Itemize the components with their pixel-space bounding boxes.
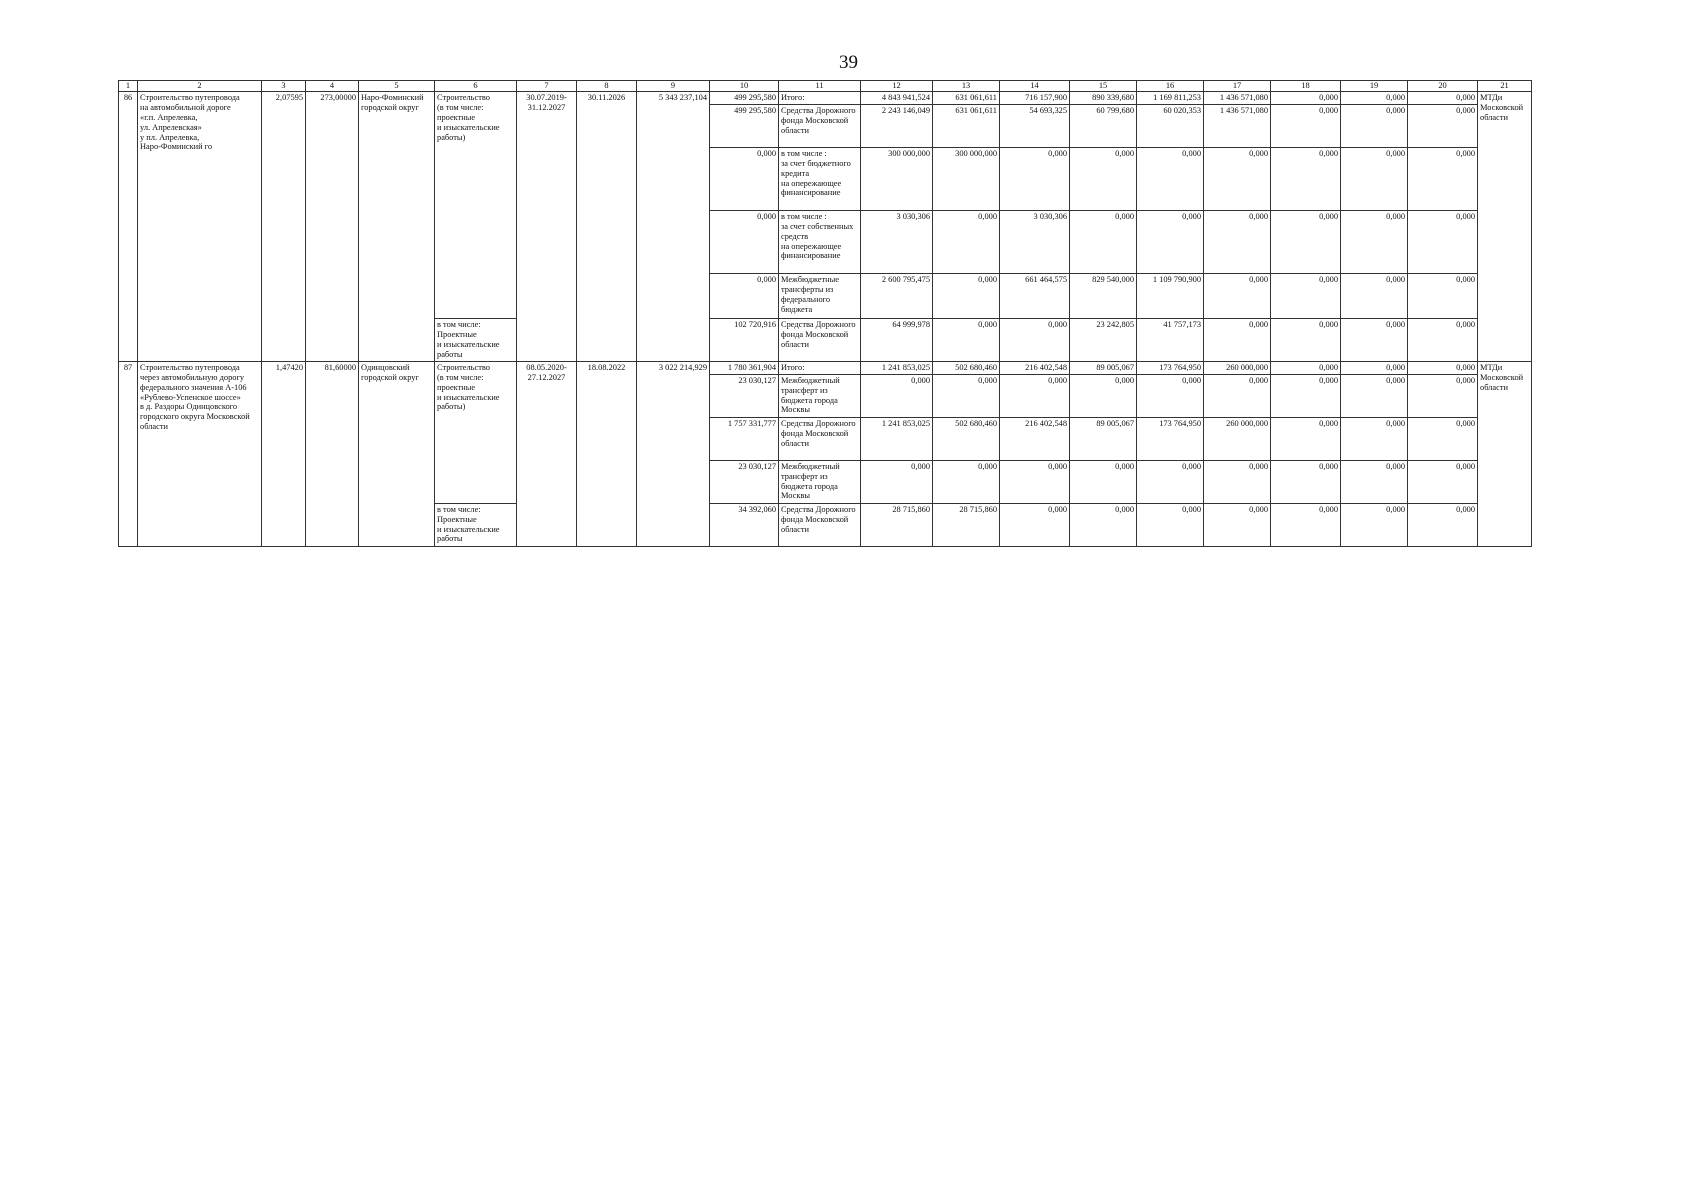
- funded-amount: 23 030,127: [710, 460, 779, 503]
- year-amount: 0,000: [933, 318, 1000, 361]
- header-cell: 12: [861, 81, 933, 92]
- year-amount: 1 241 853,025: [861, 417, 933, 460]
- year-amount: 0,000: [1271, 361, 1341, 374]
- funding-source: Итого:: [779, 361, 861, 374]
- work-subtype: в том числе: Проектные и изыскательские работы: [435, 318, 517, 361]
- funded-amount: 499 295,580: [710, 104, 779, 147]
- work-subtype: в том числе: Проектные и изыскательские работы: [435, 503, 517, 546]
- year-amount: 4 843 941,524: [861, 91, 933, 104]
- funding-source: Межбюджетный трансферт из бюджета города Москвы: [779, 374, 861, 417]
- year-amount: 0,000: [1271, 147, 1341, 210]
- year-amount: 0,000: [1341, 104, 1408, 147]
- commissioning-date: 30.11.2026: [577, 91, 637, 361]
- year-amount: 0,000: [933, 460, 1000, 503]
- year-amount: 1 436 571,080: [1204, 91, 1271, 104]
- year-amount: 0,000: [1341, 273, 1408, 318]
- year-amount: 60 799,680: [1070, 104, 1137, 147]
- year-amount: 0,000: [1341, 147, 1408, 210]
- year-amount: 3 030,306: [861, 210, 933, 273]
- header-cell: 6: [435, 81, 517, 92]
- year-amount: 2 600 795,475: [861, 273, 933, 318]
- year-amount: 54 693,325: [1000, 104, 1070, 147]
- year-amount: 1 436 571,080: [1204, 104, 1271, 147]
- work-dates: 08.05.2020- 27.12.2027: [517, 361, 577, 546]
- year-amount: 300 000,000: [861, 147, 933, 210]
- year-amount: 0,000: [1000, 503, 1070, 546]
- year-amount: 0,000: [1271, 104, 1341, 147]
- year-amount: 0,000: [1341, 361, 1408, 374]
- row-number: 87: [119, 361, 138, 546]
- commissioning-date: 18.08.2022: [577, 361, 637, 546]
- funding-source: в том числе : за счет собственных средств на опережающее финансирование: [779, 210, 861, 273]
- funding-source: Средства Дорожного фонда Московской области: [779, 318, 861, 361]
- district-name: Одинцовский городской округ: [359, 361, 435, 546]
- year-amount: 64 999,978: [861, 318, 933, 361]
- year-amount: 0,000: [933, 374, 1000, 417]
- header-cell: 5: [359, 81, 435, 92]
- year-amount: 0,000: [1408, 273, 1478, 318]
- header-cell: 20: [1408, 81, 1478, 92]
- year-amount: 0,000: [1271, 417, 1341, 460]
- funding-source: Межбюджетный трансферт из бюджета города Москвы: [779, 460, 861, 503]
- year-amount: 0,000: [1070, 460, 1137, 503]
- header-cell: 8: [577, 81, 637, 92]
- year-amount: 0,000: [1000, 147, 1070, 210]
- year-amount: 0,000: [1070, 147, 1137, 210]
- year-amount: 0,000: [1408, 361, 1478, 374]
- year-amount: 0,000: [1000, 318, 1070, 361]
- year-amount: 0,000: [1271, 374, 1341, 417]
- year-amount: 0,000: [1341, 91, 1408, 104]
- row-number: 86: [119, 91, 138, 361]
- year-amount: 1 241 853,025: [861, 361, 933, 374]
- table-row: [119, 361, 1532, 374]
- year-amount: 0,000: [1204, 460, 1271, 503]
- year-amount: 0,000: [1070, 374, 1137, 417]
- header-cell: 21: [1478, 81, 1532, 92]
- year-amount: 0,000: [1341, 318, 1408, 361]
- year-amount: 829 540,000: [1070, 273, 1137, 318]
- year-amount: 60 020,353: [1137, 104, 1204, 147]
- year-amount: 631 061,611: [933, 91, 1000, 104]
- year-amount: 0,000: [1137, 210, 1204, 273]
- year-amount: 0,000: [1070, 210, 1137, 273]
- year-amount: 0,000: [1341, 460, 1408, 503]
- year-amount: 41 757,173: [1137, 318, 1204, 361]
- funded-amount: 102 720,916: [710, 318, 779, 361]
- funding-source: Средства Дорожного фонда Московской области: [779, 417, 861, 460]
- year-amount: 260 000,000: [1204, 417, 1271, 460]
- year-amount: 3 030,306: [1000, 210, 1070, 273]
- year-amount: 0,000: [1204, 147, 1271, 210]
- header-cell: 2: [138, 81, 262, 92]
- year-amount: 0,000: [1408, 318, 1478, 361]
- year-amount: 0,000: [1000, 460, 1070, 503]
- year-amount: 0,000: [1341, 374, 1408, 417]
- funded-amount: 34 392,060: [710, 503, 779, 546]
- work-type: Строительство (в том числе: проектные и изыскательские работы): [435, 361, 517, 503]
- header-cell: 19: [1341, 81, 1408, 92]
- year-amount: 0,000: [1271, 318, 1341, 361]
- funding-source: Средства Дорожного фонда Московской области: [779, 104, 861, 147]
- year-amount: 0,000: [1271, 91, 1341, 104]
- power-value: 2,07595: [262, 91, 306, 361]
- year-amount: 0,000: [1204, 210, 1271, 273]
- header-cell: 15: [1070, 81, 1137, 92]
- header-cell: 13: [933, 81, 1000, 92]
- funded-amount: 0,000: [710, 273, 779, 318]
- year-amount: 89 005,067: [1070, 361, 1137, 374]
- header-cell: 9: [637, 81, 710, 92]
- year-amount: 173 764,950: [1137, 417, 1204, 460]
- cost-value: 3 022 214,929: [637, 361, 710, 546]
- year-amount: 0,000: [1408, 374, 1478, 417]
- funding-source: в том числе : за счет бюджетного кредита на опережающее финансирование: [779, 147, 861, 210]
- year-amount: 716 157,900: [1000, 91, 1070, 104]
- object-name: Строительство путепровода через автомобильную дорогу федерального значения А-106 «Рублево-Успенское шоссе» в д. Раздоры Одинцовского городского округа Московской области: [138, 361, 262, 546]
- year-amount: 0,000: [1408, 104, 1478, 147]
- district-name: Наро-Фоминский городской округ: [359, 91, 435, 361]
- funded-amount: 499 295,580: [710, 91, 779, 104]
- year-amount: 1 169 811,253: [1137, 91, 1204, 104]
- year-amount: 890 339,680: [1070, 91, 1137, 104]
- customer-name: МТДи Московской области: [1478, 361, 1532, 546]
- header-cell: 18: [1271, 81, 1341, 92]
- header-cell: 4: [306, 81, 359, 92]
- header-cell: 7: [517, 81, 577, 92]
- page-number: 39: [839, 52, 858, 73]
- year-amount: 173 764,950: [1137, 361, 1204, 374]
- year-amount: 0,000: [1408, 147, 1478, 210]
- year-amount: 0,000: [933, 210, 1000, 273]
- header-cell: 14: [1000, 81, 1070, 92]
- year-amount: 0,000: [1271, 210, 1341, 273]
- year-amount: 216 402,548: [1000, 361, 1070, 374]
- year-amount: 502 680,460: [933, 361, 1000, 374]
- length-value: 81,60000: [306, 361, 359, 546]
- header-cell: 3: [262, 81, 306, 92]
- year-amount: 0,000: [1204, 318, 1271, 361]
- funding-source: Межбюджетные трансферты из федерального бюджета: [779, 273, 861, 318]
- funded-amount: 23 030,127: [710, 374, 779, 417]
- object-name: Строительство путепровода на автомобильной дороге «г.п. Апрелевка, ул. Апрелевская» у пл. Апрелевка, Наро-Фоминский го: [138, 91, 262, 361]
- year-amount: 0,000: [1070, 503, 1137, 546]
- funding-source: Средства Дорожного фонда Московской области: [779, 503, 861, 546]
- year-amount: 2 243 146,049: [861, 104, 933, 147]
- year-amount: 0,000: [1271, 503, 1341, 546]
- cost-value: 5 343 237,104: [637, 91, 710, 361]
- year-amount: 661 464,575: [1000, 273, 1070, 318]
- year-amount: 0,000: [1408, 503, 1478, 546]
- year-amount: 0,000: [1341, 417, 1408, 460]
- year-amount: 502 680,460: [933, 417, 1000, 460]
- funded-amount: 1 780 361,904: [710, 361, 779, 374]
- header-cell: 11: [779, 81, 861, 92]
- year-amount: 28 715,860: [861, 503, 933, 546]
- year-amount: 631 061,611: [933, 104, 1000, 147]
- year-amount: 0,000: [861, 460, 933, 503]
- header-cell: 10: [710, 81, 779, 92]
- year-amount: 0,000: [1271, 273, 1341, 318]
- year-amount: 0,000: [1137, 460, 1204, 503]
- funded-amount: 1 757 331,777: [710, 417, 779, 460]
- year-amount: 0,000: [933, 273, 1000, 318]
- year-amount: 0,000: [1204, 273, 1271, 318]
- year-amount: 0,000: [1204, 374, 1271, 417]
- year-amount: 28 715,860: [933, 503, 1000, 546]
- year-amount: 0,000: [1137, 503, 1204, 546]
- table-row: [119, 91, 1532, 104]
- header-cell: 17: [1204, 81, 1271, 92]
- year-amount: 0,000: [1408, 91, 1478, 104]
- header-cell: 16: [1137, 81, 1204, 92]
- header-cell: 1: [119, 81, 138, 92]
- year-amount: 1 109 790,900: [1137, 273, 1204, 318]
- year-amount: 300 000,000: [933, 147, 1000, 210]
- funding-source: Итого:: [779, 91, 861, 104]
- work-dates: 30.07.2019- 31.12.2027: [517, 91, 577, 361]
- customer-name: МТДи Московской области: [1478, 91, 1532, 361]
- year-amount: 0,000: [1408, 210, 1478, 273]
- funded-amount: 0,000: [710, 147, 779, 210]
- header-row: [119, 81, 1532, 92]
- year-amount: 0,000: [1341, 210, 1408, 273]
- funded-amount: 0,000: [710, 210, 779, 273]
- year-amount: 260 000,000: [1204, 361, 1271, 374]
- work-type: Строительство (в том числе: проектные и изыскательские работы): [435, 91, 517, 318]
- year-amount: 0,000: [1271, 460, 1341, 503]
- year-amount: 23 242,805: [1070, 318, 1137, 361]
- length-value: 273,00000: [306, 91, 359, 361]
- year-amount: 0,000: [1137, 147, 1204, 210]
- year-amount: 0,000: [1000, 374, 1070, 417]
- investment-table: [118, 80, 1532, 547]
- year-amount: 0,000: [1204, 503, 1271, 546]
- year-amount: 89 005,067: [1070, 417, 1137, 460]
- year-amount: 216 402,548: [1000, 417, 1070, 460]
- year-amount: 0,000: [1137, 374, 1204, 417]
- year-amount: 0,000: [1408, 460, 1478, 503]
- power-value: 1,47420: [262, 361, 306, 546]
- year-amount: 0,000: [861, 374, 933, 417]
- year-amount: 0,000: [1341, 503, 1408, 546]
- year-amount: 0,000: [1408, 417, 1478, 460]
